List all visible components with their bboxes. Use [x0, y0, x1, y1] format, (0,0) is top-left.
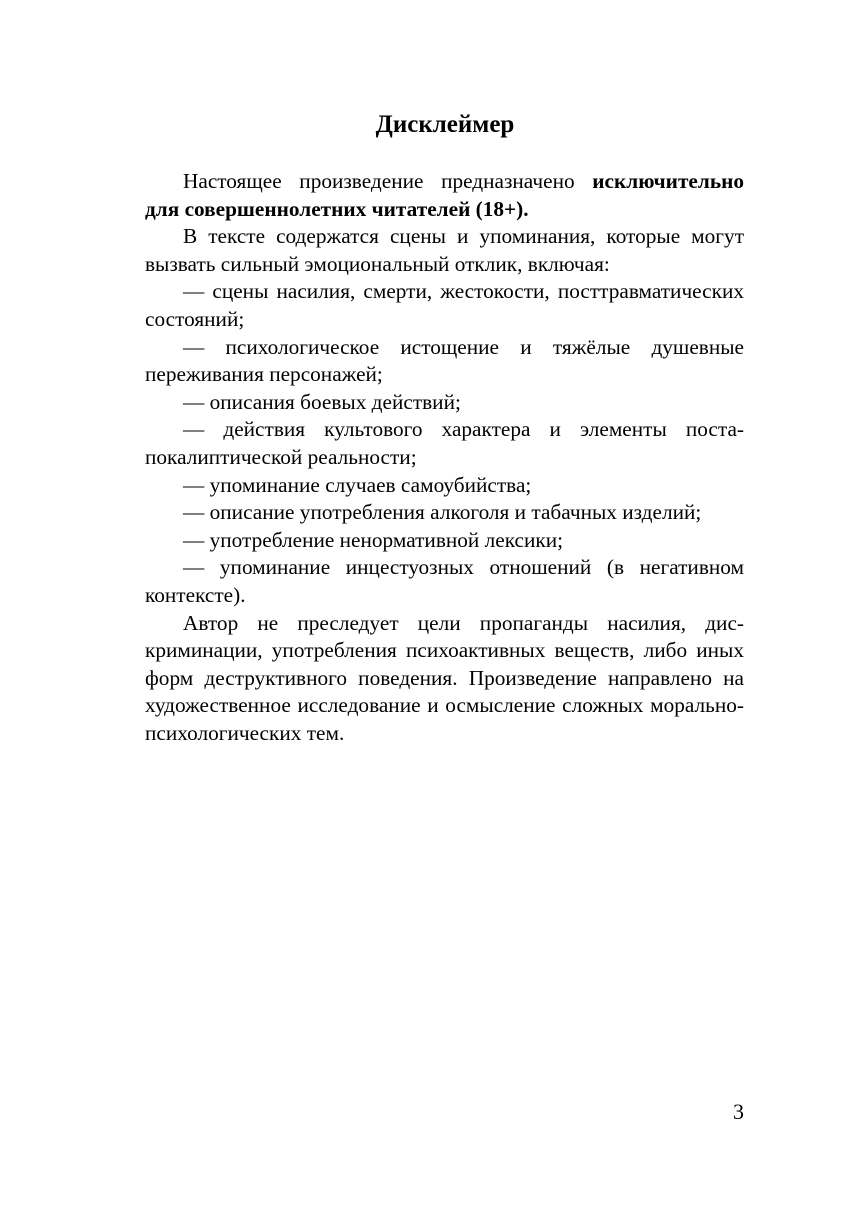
warning-item: — описания боевых действий;: [183, 389, 461, 414]
content-warning-paragraph: В тексте содержатся сцены и упоминания, которые могут вызвать сильный эмоциональный отклик, включая:: [145, 224, 744, 276]
warning-item: — психологическое истощение и тяжёлые душевные переживания персонажей;: [145, 334, 744, 387]
intro-paragraph: [145, 168, 744, 223]
warning-item: — сцены насилия, смерти, жестокости, посттравматических состояний;: [145, 279, 744, 331]
closing-paragraph: Автор не преследует цели пропаганды насилия, дискриминации, употребления психоактивных веществ, либо иных форм деструктивного поведения. Произведение направлено на художественное исследование и осмысление сложных морально-психологических тем.: [145, 610, 744, 745]
warning-item: — употребление ненормативной лексики;: [183, 527, 564, 552]
warning-item: — упоминание инцестуозных отношений (в негативном контексте).: [145, 555, 744, 607]
intro-text: Настоящее произведение предназначено: [183, 169, 593, 193]
age-restriction: исключительно для совершеннолетних читателей (18+).: [145, 169, 744, 221]
warning-item: — упоминание случаев самоубийства;: [183, 472, 532, 497]
warning-item: — описание употребления алкоголя и табачных изделий;: [183, 500, 702, 525]
warning-item: — действия культового характера и элементы постапокалиптической реальности;: [145, 417, 744, 469]
page-number: 3: [733, 1099, 744, 1124]
disclaimer-body: [145, 168, 744, 747]
page-title: Дисклеймер: [375, 111, 515, 138]
